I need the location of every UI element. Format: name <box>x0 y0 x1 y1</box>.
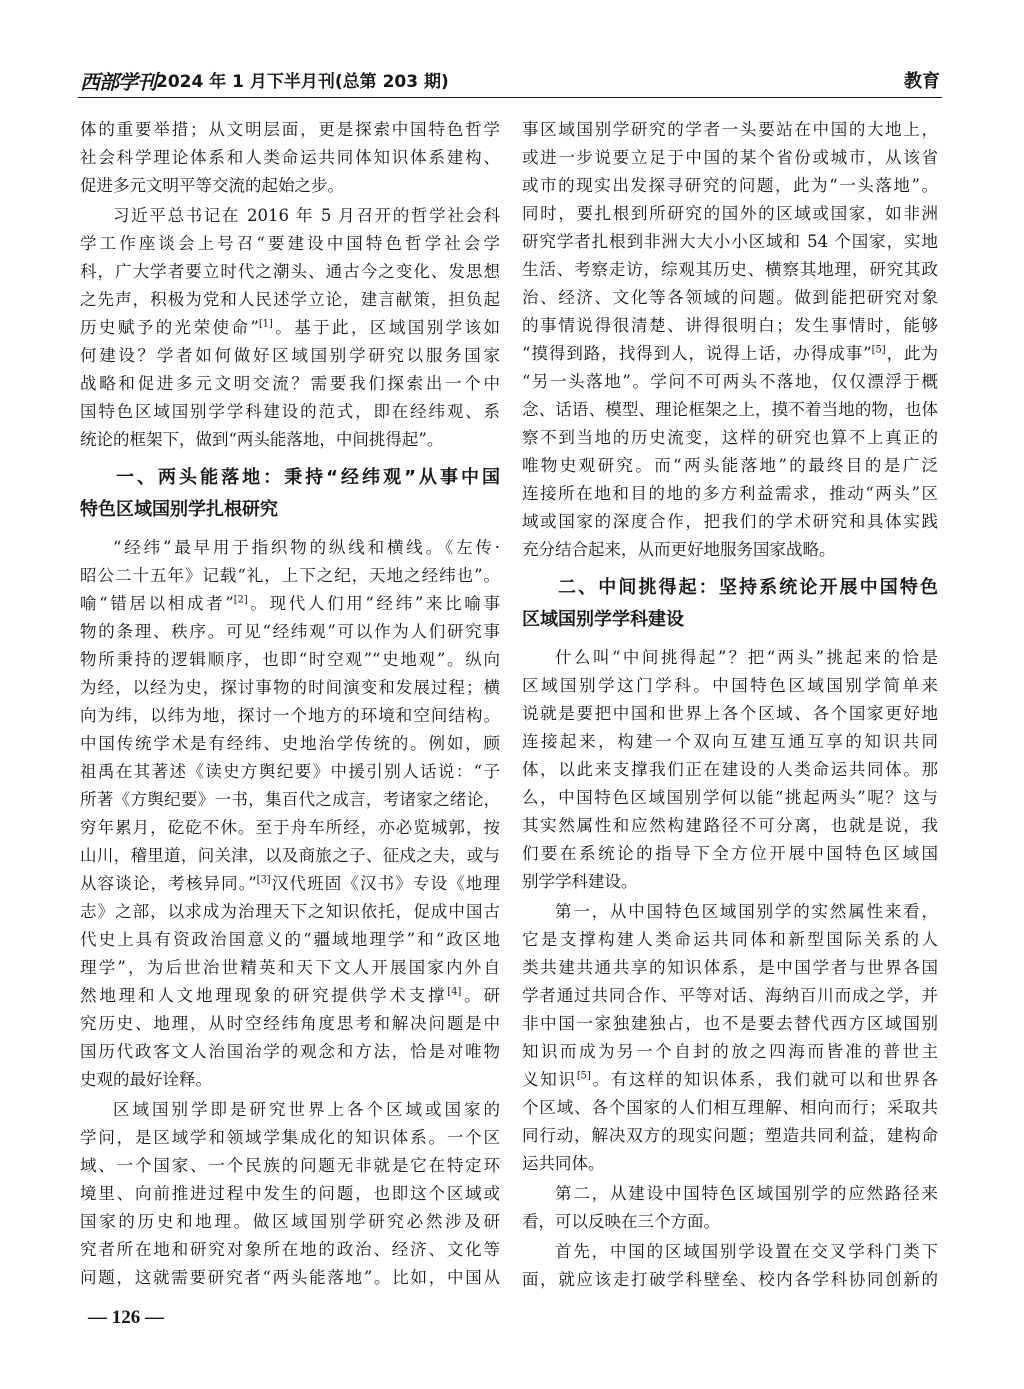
text-line: 察不到当地的历史流变，这样的研究也算不上真正的 <box>522 428 938 447</box>
paragraph <box>80 1096 500 1292</box>
text-line: 国特色区域国别学学科建设的范式，即在经纬观、系 <box>80 402 500 421</box>
text-line: 山川，稽里道，问关津，以及商旅之子、征戍之夫，或与 <box>80 846 500 865</box>
text-line: 学工作座谈会上号召“要建设中国特色哲学社会学 <box>80 234 500 253</box>
text-line: 或市的现实出发探寻研究的问题，此为“一头落地”。 <box>522 176 938 195</box>
text-line: 生活、考察走访，综观其历史、横察其地理，研究其政 <box>522 260 938 279</box>
text-line: 么，中国特色区域国别学何以能“挑起两头”呢？这与 <box>522 788 938 807</box>
text-line: 之先声，积极为党和人民述学立论，建言献策，担负起 <box>80 290 500 309</box>
text-line: 志》之部，以求成为治理天下之知识依托，促成中国古 <box>80 902 500 921</box>
heading-line: 二、中间挑得起：坚持系统论开展中国特色 <box>558 577 938 598</box>
text-line: 习近平总书记在 2016 年 5 月召开的哲学社会科 <box>113 206 500 225</box>
text-line: 看，可以反映在三个方面。 <box>522 1212 720 1231</box>
text-line: 或进一步说要立足于中国的某个省份或城市，从该省 <box>522 148 938 167</box>
text-line: 第一，从中国特色区域国别学的实然属性来看， <box>555 902 938 921</box>
citation-ref: [3] <box>256 874 271 886</box>
heading-line: 区域国别学学科建设 <box>522 609 684 630</box>
paragraph <box>80 202 500 454</box>
citation-ref: [4] <box>447 986 462 998</box>
text-line: 治、经济、文化等各领域的问题。做到能把研究对象 <box>522 288 938 307</box>
text-line: 学者通过共同合作、平等对话、海纳百川而成之学，并 <box>522 986 938 1005</box>
text-line: 喻“错居以相成者”[2]。现代人们用“经纬”来比喻事 <box>80 594 500 613</box>
text-line: 其实然属性和应然构建路径不可分离，也就是说，我 <box>522 816 938 835</box>
paragraph <box>522 1180 938 1236</box>
section-label: 教育 <box>904 71 940 92</box>
text-line: 物所秉持的逻辑顺序，也即“时空观”“史地观”。纵向 <box>80 650 500 669</box>
text-line: 唯物史观研究。而“两头能落地”的最终目的是广泛 <box>522 456 938 475</box>
text-line: 促进多元文明平等交流的起始之步。 <box>80 176 344 195</box>
text-line: 国家的历史和地理。做区域国别学研究必然涉及研 <box>80 1212 500 1231</box>
text-line: “经纬”最早用于指织物的纵线和横线。《左传· <box>113 538 500 557</box>
text-line: 向为纬，以纬为地，探讨一个地方的环境和空间结构。 <box>80 706 500 725</box>
text-line: 问题，这就需要研究者“两头能落地”。比如，中国从 <box>80 1268 500 1287</box>
section-heading <box>80 462 500 526</box>
paragraph <box>522 644 938 896</box>
section-heading <box>522 572 938 636</box>
text-line: 非中国一家独建独占，也不是要去替代西方区域国别 <box>522 1014 938 1033</box>
text-line: 研究学者扎根到非洲大大小小区域和 54 个国家，实地 <box>522 232 938 251</box>
text-line: 代史上具有资政治国意义的“疆域地理学”和“政区地 <box>80 930 500 949</box>
text-line: 中国传统学术是有经纬、史地治学传统的。例如，顾 <box>80 734 500 753</box>
heading-line: 一、两头能落地：秉持“经纬观”从事中国 <box>116 467 500 488</box>
paragraph <box>522 116 938 564</box>
heading-line: 特色区域国别学扎根研究 <box>80 499 278 520</box>
text-line: 社会科学理论体系和人类命运共同体知识体系建构、 <box>80 148 500 167</box>
text-line: 个区域、各个国家的人们相互理解、相向而行；采取共 <box>522 1098 938 1117</box>
text-line: 别学学科建设。 <box>522 872 638 891</box>
text-line: “摸得到路，找得到人，说得上话，办得成事”[5]，此为 <box>522 344 938 363</box>
citation-ref: [1] <box>258 318 273 330</box>
text-line: 学问，是区域学和领域学集成化的知识体系。一个区 <box>80 1128 500 1147</box>
journal-logo: 西部学刊 <box>80 70 156 94</box>
text-line: 所著《方舆纪要》一书，集百代之成言，考诸家之绪论， <box>80 790 500 809</box>
text-line: 体，以此来支撑我们正在建设的人类命运共同体。那 <box>522 760 938 779</box>
text-line: 它是支撑构建人类命运共同体和新型国际关系的人 <box>522 930 938 949</box>
text-line: 从容谈论，考核异同。”[3]汉代班固《汉书》专设《地理 <box>80 874 500 893</box>
text-line: 说就是要把中国和世界上各个区域、各个国家更好地 <box>522 704 938 723</box>
text-line: 念、话语、模型、理论框架之上，摸不着当地的物，也体 <box>522 400 938 419</box>
text-line: 为经，以经为史，探讨事物的时间演变和发展过程；横 <box>80 678 500 697</box>
text-line: “另一头落地”。学问不可两头不落地，仅仅漂浮于概 <box>522 372 938 391</box>
text-line: 史观的最好诠释。 <box>80 1070 212 1089</box>
citation-ref: [5] <box>576 1070 591 1082</box>
paragraph <box>522 898 938 1178</box>
page-number: — 126 — <box>88 1307 164 1328</box>
text-line: 何建设？学者如何做好区域国别学研究以服务国家 <box>80 346 500 365</box>
text-line: 面，就应该走打破学科壁垒、校内各学科协同创新的 <box>522 1270 938 1289</box>
text-line: 类共建共通共享的知识体系，是中国学者与世界各国 <box>522 958 938 977</box>
running-header <box>80 66 940 96</box>
paragraph <box>80 534 500 1094</box>
text-line: 科，广大学者要立时代之潮头、通古今之变化、发思想 <box>80 262 500 281</box>
text-line: 运共同体。 <box>522 1154 605 1173</box>
text-line: 第二，从建设中国特色区域国别学的应然路径来 <box>555 1184 938 1203</box>
text-line: 域或国家的深度合作，把我们的学术研究和具体实践 <box>522 512 938 531</box>
left-column <box>80 116 500 1302</box>
citation-ref: [5] <box>871 344 886 356</box>
text-line: 首先，中国的区域国别学设置在交叉学科门类下 <box>555 1242 938 1261</box>
text-line: 究者所在地和研究对象所在地的政治、经济、文化等 <box>80 1240 500 1259</box>
text-line: 区域国别学即是研究世界上各个区域或国家的 <box>113 1100 500 1119</box>
text-line: 祖禹在其著述《读史方舆纪要》中援引别人话说：“子 <box>80 762 500 781</box>
text-line: 国历代政客文人治国治学的观念和方法，恰是对唯物 <box>80 1042 500 1061</box>
text-line: 充分结合起来，从而更好地服务国家战略。 <box>522 540 836 559</box>
text-line: 同时，要扎根到所研究的国外的区域或国家，如非洲 <box>522 204 938 223</box>
text-line: 的事情说得很清楚、讲得很明白；发生事情时，能够 <box>522 316 938 335</box>
text-line: 事区域国别学研究的学者一头要站在中国的大地上， <box>522 120 938 139</box>
issue-info: 2024 年 1 月下半月刊(总第 203 期) <box>156 72 449 92</box>
text-line: 域、一个国家、一个民族的问题无非就是它在特定环 <box>80 1156 500 1175</box>
text-line: 区域国别学这门学科。中国特色区域国别学简单来 <box>522 676 938 695</box>
text-line: 同行动，解决双方的现实问题；塑造共同利益，建构命 <box>522 1126 938 1145</box>
text-line: 究历史、地理，从时空经纬角度思考和解决问题是中 <box>80 1014 500 1033</box>
text-line: 们要在系统论的指导下全方位开展中国特色区域国 <box>522 844 938 863</box>
text-line: 统论的框架下，做到“两头能落地，中间挑得起”。 <box>80 430 444 449</box>
text-line: 战略和促进多元文明交流？需要我们探索出一个中 <box>80 374 500 393</box>
text-line: 昭公二十五年》记载“礼，上下之纪，天地之经纬也”。 <box>80 566 500 585</box>
header-rule <box>78 97 942 98</box>
text-line: 知识而成为另一个自封的放之四海而皆准的普世主 <box>522 1042 938 1061</box>
text-line: 体的重要举措；从文明层面，更是探索中国特色哲学 <box>80 120 500 139</box>
text-line: 境里、向前推进过程中发生的问题，也即这个区域或 <box>80 1184 500 1203</box>
text-line: 义知识[5]。有这样的知识体系，我们就可以和世界各 <box>522 1070 938 1089</box>
text-line: 什么叫“中间挑得起”？把“两头”挑起来的恰是 <box>555 648 938 667</box>
citation-ref: [2] <box>233 594 248 606</box>
text-line: 穷年累月，矻矻不休。至于舟车所经，亦必览城郭，按 <box>80 818 500 837</box>
text-line: 理学”，为后世治世精英和天下文人开展国家内外自 <box>80 958 500 977</box>
text-line: 然地理和人文地理现象的研究提供学术支撑[4]。研 <box>80 986 500 1005</box>
right-column <box>522 116 938 1302</box>
text-line: 连接起来，构建一个双向互建互通互享的知识共同 <box>522 732 938 751</box>
text-line: 历史赋予的光荣使命”[1]。基于此，区域国别学该如 <box>80 318 500 337</box>
text-line: 连接所在地和目的地的多方利益需求，推动“两头”区 <box>522 484 938 503</box>
text-line: 物的条理、秩序。可见“经纬观”可以作为人们研究事 <box>80 622 500 641</box>
paragraph <box>522 1238 938 1294</box>
paragraph <box>80 116 500 200</box>
